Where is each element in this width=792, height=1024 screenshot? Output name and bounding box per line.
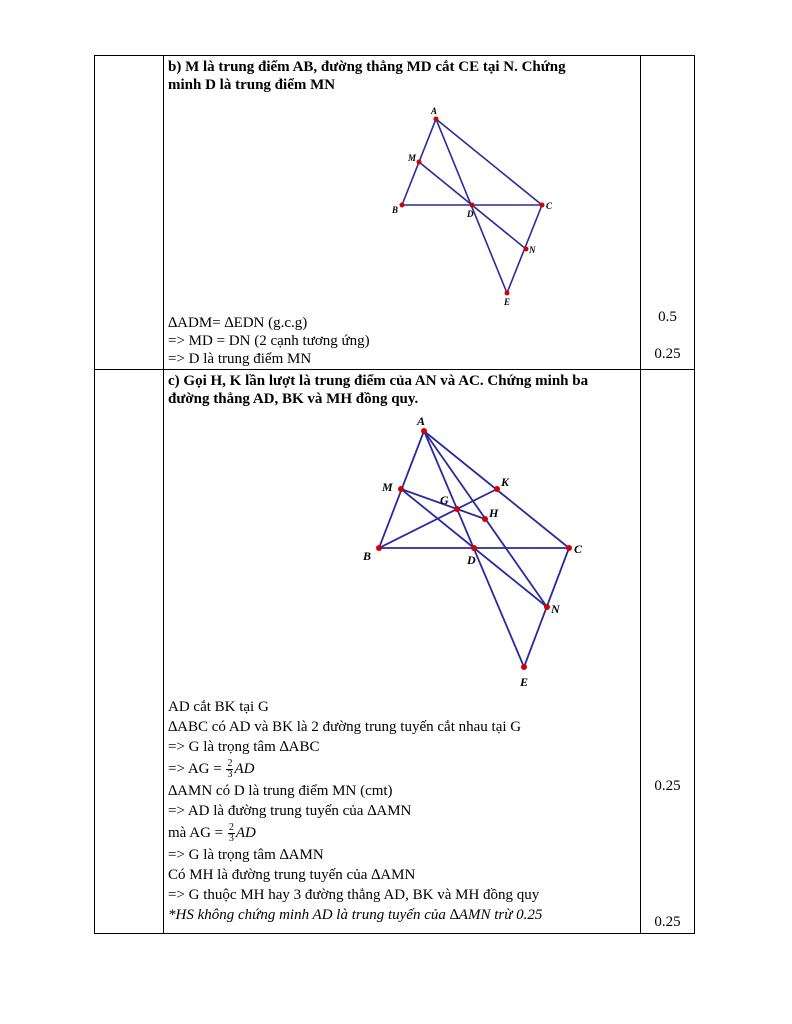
solution-c-note: *HS không chứng minh AD là trung tuyến của ∆AMN trừ 0.25 xyxy=(168,907,543,923)
fraction-numerator-2: 2 xyxy=(228,822,234,834)
fig-b-label-a: A xyxy=(431,106,438,116)
score-cell-part-b xyxy=(641,56,695,370)
score-c-1: 0.25 xyxy=(654,778,681,794)
fig-b-label-c: C xyxy=(546,201,553,211)
content-cell-part-c xyxy=(164,370,641,934)
fraction-denominator-2: 3 xyxy=(228,833,234,845)
fig-c-label-d: D xyxy=(467,553,476,567)
figure-b xyxy=(164,101,640,311)
fig-c-label-b: B xyxy=(363,549,372,563)
fraction-denominator: 3 xyxy=(227,769,233,781)
fig-c-label-c: C xyxy=(574,542,583,556)
fig-c-label-a: A xyxy=(417,416,426,428)
fraction-two-thirds xyxy=(226,759,233,780)
solution-b-line3: => D là trung điểm MN xyxy=(168,351,312,367)
solution-c-line4-suffix: AD xyxy=(234,761,255,777)
fraction-numerator: 2 xyxy=(227,758,233,770)
empty-cell xyxy=(95,56,164,370)
solution-c-line10: => G thuộc MH hay 3 đường thẳng AD, BK và MH đồng quy xyxy=(168,887,540,903)
grading-table xyxy=(94,55,695,934)
question-b-line2: minh D là trung điểm MN xyxy=(168,77,336,93)
solution-c-line4-prefix: => AG = xyxy=(168,761,226,777)
score-cell-part-c xyxy=(641,370,695,934)
solution-c-line5: ∆AMN có D là trung điểm MN (cmt) xyxy=(168,783,393,799)
fig-c-label-m: M xyxy=(382,480,393,494)
solution-c-line4 xyxy=(168,757,542,781)
solution-b-line2: => MD = DN (2 cạnh tương ứng) xyxy=(168,333,370,349)
solution-c-line7-suffix: AD xyxy=(235,825,256,841)
fig-c-label-n: N xyxy=(551,602,560,616)
fig-b-label-b: B xyxy=(392,205,399,215)
fig-c-label-e: E xyxy=(520,675,529,689)
fraction-two-thirds-2 xyxy=(228,823,235,844)
fig-c-label-h: H xyxy=(489,506,499,520)
solution-c-line3: => G là trọng tâm ∆ABC xyxy=(168,739,320,755)
solution-c-line8: => G là trọng tâm ∆AMN xyxy=(168,847,324,863)
empty-cell xyxy=(95,370,164,934)
solution-c-line7-prefix: mà AG = xyxy=(168,825,227,841)
fig-b-label-m: M xyxy=(408,153,417,163)
score-b-2: 0.25 xyxy=(654,346,681,362)
solution-c-line9: Có MH là đường trung tuyến của ∆AMN xyxy=(168,867,416,883)
solution-c-line2: ∆ABC có AD và BK là 2 đường trung tuyến cắt nhau tại G xyxy=(168,719,522,735)
question-b-line1: b) M là trung điểm AB, đường thẳng MD cắt CE tại N. Chứng xyxy=(168,59,566,75)
solution-c-line1: AD cắt BK tại G xyxy=(168,699,269,715)
solution-c-line7 xyxy=(168,821,542,845)
table-row-part-c xyxy=(95,370,695,934)
table-row-part-b xyxy=(95,56,695,370)
fig-b-label-n: N xyxy=(529,245,536,255)
solution-b-line1: ∆ADM= ∆EDN (g.c.g) xyxy=(168,315,308,331)
question-c-line2: đường thẳng AD, BK và MH đồng quy. xyxy=(168,391,419,407)
solution-c-line6: => AD là đường trung tuyến của ∆AMN xyxy=(168,803,412,819)
fig-c-label-g: G xyxy=(440,493,449,507)
score-b-1: 0.5 xyxy=(658,309,677,325)
figure-c xyxy=(164,416,640,696)
score-c-2: 0.25 xyxy=(654,914,681,930)
fig-c-label-k: K xyxy=(501,475,510,489)
content-cell-part-b xyxy=(164,56,641,370)
fig-b-label-e: E xyxy=(504,297,511,307)
fig-b-label-d: D xyxy=(467,209,474,219)
question-c-line1: c) Gọi H, K lần lượt là trung điểm của AN và AC. Chứng minh ba xyxy=(168,373,589,389)
